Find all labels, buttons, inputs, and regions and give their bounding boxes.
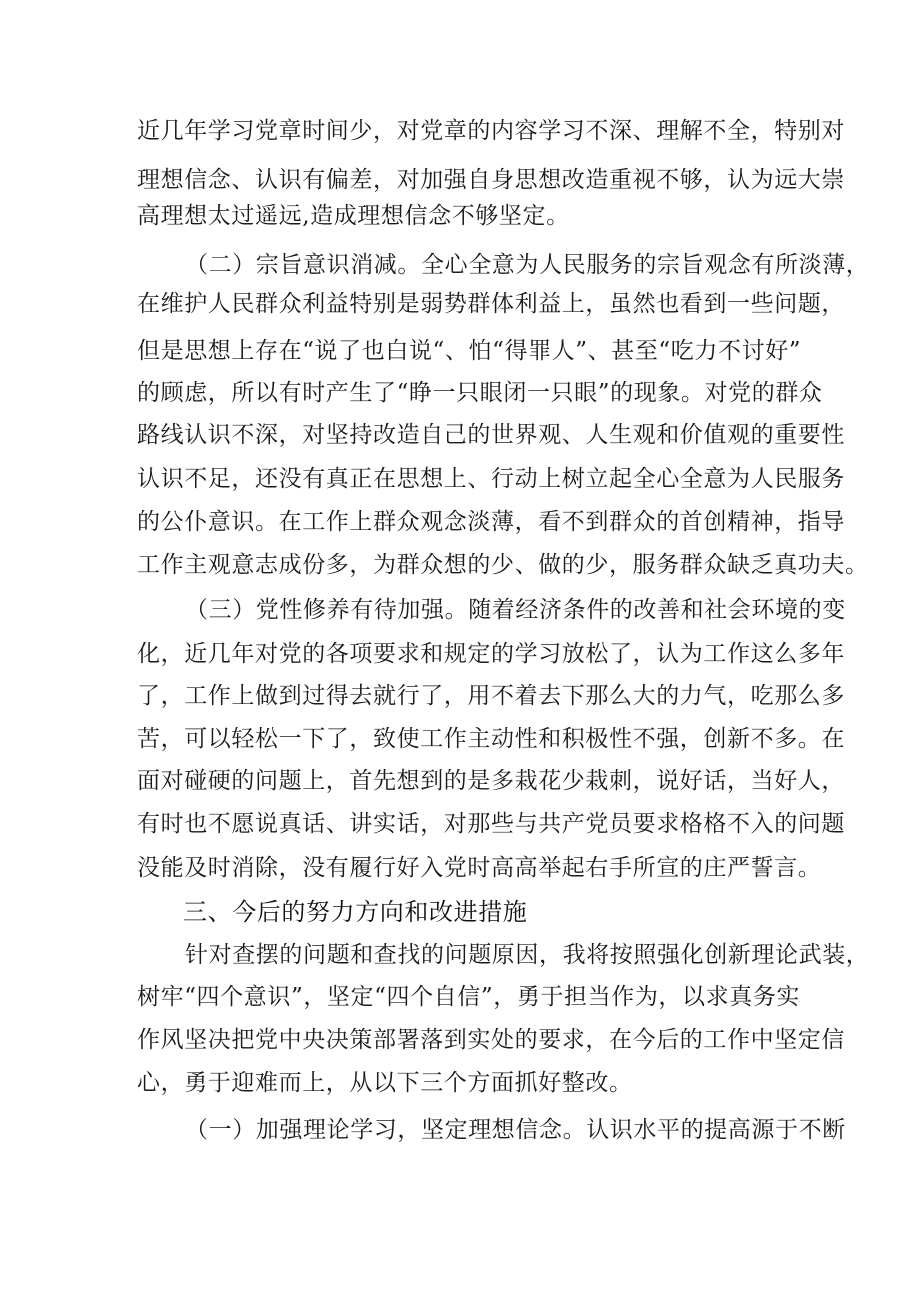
text-line: 心，勇于迎难而上，从以下三个方面抓好整改。 bbox=[137, 1070, 633, 1096]
text-line: 作风坚决把党中央决策部署落到实处的要求，在今后的工作中坚定信 bbox=[137, 1027, 845, 1053]
text-line: 的顾虑，所以有时产生了“睁一只眼闭一只眼”的现象。对党的群众 bbox=[137, 380, 823, 406]
text-line: （一）加强理论学习，坚定理想信念。认识水平的提高源于不断 bbox=[185, 1117, 846, 1143]
text-line: （三）党性修养有待加强。随着经济条件的改善和社会环境的变 bbox=[185, 597, 846, 623]
text-line: 苦，可以轻松一下了，致使工作主动性和积极性不强，创新不多。在 bbox=[137, 726, 845, 752]
text-line: 近几年学习党章时间少，对党章的内容学习不深、理解不全，特别对 bbox=[137, 118, 845, 144]
text-line: 没能及时消除，没有履行好入党时高高举起右手所宣的庄严誓言。 bbox=[137, 855, 822, 881]
text-line: 高理想太过遥远,造成理想信念不够坚定。 bbox=[137, 203, 570, 229]
text-line: 面对碰硬的问题上，首先想到的是多栽花少栽刺，说好话，当好人， bbox=[137, 768, 845, 794]
text-line: 树牢“四个意识”，坚定“四个自信”，勇于担当作为，以求真务实 bbox=[137, 984, 801, 1010]
text-line: 理想信念、认识有偏差，对加强自身思想改造重视不够，认为远大崇 bbox=[137, 167, 845, 193]
text-line: 但是思想上存在“说了也白说“、怕“得罪人”、甚至“吃力不讨好” bbox=[137, 338, 802, 364]
text-line: 在维护人民群众利益特别是弱势群体利益上，虽然也看到一些问题， bbox=[137, 291, 845, 317]
text-line: 针对查摆的问题和查找的问题原因，我将按照强化创新理论武装， bbox=[185, 942, 870, 968]
text-line: 认识不足，还没有真正在思想上、行动上树立起全心全意为人民服务 bbox=[137, 466, 845, 492]
text-line: 路线认识不深，对坚持改造自己的世界观、人生观和价值观的重要性 bbox=[137, 422, 845, 448]
section-heading: 三、今后的努力方向和改进措施 bbox=[183, 898, 528, 926]
text-line: （二）宗旨意识消减。全心全意为人民服务的宗旨观念有所淡薄， bbox=[185, 252, 870, 278]
text-line: 化，近几年对党的各项要求和规定的学习放松了，认为工作这么多年 bbox=[137, 641, 845, 667]
text-line: 了，工作上做到过得去就行了，用不着去下那么大的力气，吃那么多 bbox=[137, 683, 845, 709]
text-line: 有时也不愿说真话、讲实话，对那些与共产党员要求格格不入的问题 bbox=[137, 811, 845, 837]
text-line: 工作主观意志成份多，为群众想的少、做的少，服务群众缺乏真功夫。 bbox=[137, 552, 869, 578]
text-line: 的公仆意识。在工作上群众观念淡薄，看不到群众的首创精神，指导 bbox=[137, 509, 845, 535]
